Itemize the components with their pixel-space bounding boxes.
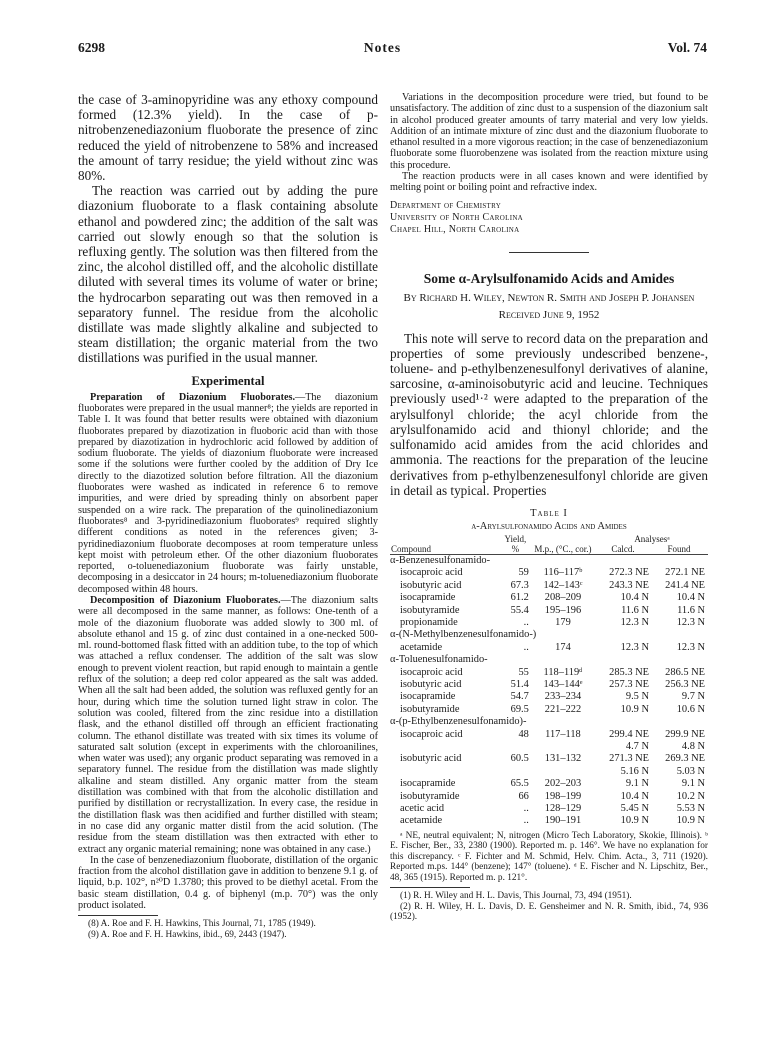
calcd-cell: 10.9 N (620, 703, 649, 715)
found-cell: 269.3 NE (665, 753, 705, 765)
table-row (390, 791, 708, 803)
found-cell: 241.4 NE (665, 579, 705, 591)
table-row (390, 605, 708, 617)
compound-cell: isobutyramide (400, 790, 460, 802)
section-divider (509, 252, 589, 253)
compound-cell: isobutyramide (400, 703, 460, 715)
compound-cell: isocapramide (400, 592, 456, 604)
table-row (390, 642, 708, 654)
found-cell: 286.5 NE (665, 666, 705, 678)
affiliation-line: University of North Carolina (390, 211, 524, 223)
table-row (390, 679, 708, 691)
data-table (390, 534, 708, 828)
found-cell: 299.9 NE (665, 728, 705, 740)
table-title: α-Arylsulfonamido Acids and Amides (471, 520, 627, 532)
volume-number: Vol. 74 (667, 40, 707, 55)
calcd-cell: 11.6 N (621, 604, 649, 616)
section-title: Notes (363, 40, 402, 55)
compound-cell (390, 766, 501, 778)
compound-cell: isobutyric acid (400, 753, 462, 765)
table-row (390, 555, 708, 567)
table-row (390, 617, 708, 629)
benzene-paragraph: In the case of benzenediazonium fluoborate, distillation of the organic fraction from the alcohol distillation gave in addition to benzene 9.1 g. of liquid, b.p. 102°, n²⁰D 1.3780; this proved to be diethyl acetal. From the basic steam distillation, 0.4 g. of biphenyl (m.p. 70°) was the only product isolated. (78, 854, 378, 912)
yield-cell (501, 766, 530, 778)
yield-cell: 60.5 (510, 753, 529, 765)
right-column (390, 92, 708, 923)
table-row (390, 667, 708, 679)
variations-paragraph: Variations in the decomposition procedure were tried, but found to be unsatisfactory. The addition of zinc dust to a suspension of the diazonium salt in alcohol produced greater amounts of tarry material and very low yields. Addition of an intimate mixture of zinc dust and the diazonium fluoborate to ethanol resulted in a more vigorous reaction; in the case of benzenediazonium fluoborate some fluorobenzene was isolated from the reaction mixture using this procedure. (390, 92, 708, 171)
yield-cell: 66 (518, 790, 529, 802)
compound-cell: α-(N-Methylbenzenesulfonamido-) (390, 629, 537, 641)
compound-cell: α-Benzenesulfonamido- (390, 554, 491, 566)
left-column (78, 92, 378, 940)
found-cell: 5.53 N (676, 803, 705, 815)
yield-cell: 51.4 (510, 678, 529, 690)
table-row (390, 803, 708, 815)
col-header-calcd: Calcd. (611, 543, 635, 554)
calcd-cell: 9.5 N (625, 691, 649, 703)
article-title: Some α-Arylsulfonamido Acids and Amides (423, 270, 675, 286)
yield-cell: .. (523, 641, 529, 653)
footnote-rule (78, 915, 158, 916)
calcd-cell: 5.16 N (620, 765, 649, 777)
compound-cell: isocaproic acid (400, 666, 463, 678)
decomposition-paragraph (78, 595, 378, 855)
intro-paragraph: This note will serve to record data on the preparation and properties of some previously undescribed benzene-, toluene- and p-ethylbenzenesulfonyl derivatives of alanine, sarcosine, α-aminoisobutyric acid and leucine. Techniques previously used¹·² were adapted to the preparation of the arylsulfonyl chloride; the acyl chloride from the arylsulfonamido acid and thionyl chloride; and the sulfonamido acid amides from the acid chlorides and ammonia. The reactions for the preparation of the leucine derivatives from p-ethylbenzenesulfonyl chloride are given in detail as typical. Properties (390, 330, 708, 498)
experimental-heading: Experimental (191, 373, 265, 388)
found-cell: 12.3 N (676, 641, 705, 653)
calcd-cell: 9.1 N (625, 778, 649, 790)
found-cell: 9.1 N (681, 778, 705, 790)
table-row (390, 629, 708, 641)
yield-cell: 59 (518, 567, 529, 579)
footnote: (9) A. Roe and F. H. Hawkins, ibid., 69, 2443 (1947). (88, 929, 287, 940)
yield-cell: .. (523, 616, 529, 628)
received-date: Received June 9, 1952 (498, 308, 600, 321)
found-cell: 256.3 NE (665, 678, 705, 690)
found-cell: 5.03 N (676, 765, 705, 777)
preparation-body: —The diazonium fluoborates were prepared in the usual manner⁸; the yields are reported in Table I. It was found that better results were obtained with diazonium fluoborates prepared by diazotization in fluoboric acid than with those prepared by diazotization in hydrochloric acid followed by addition of sodium fluoborate. The yields of diazonium fluoborate were increased some if the solutions were further cooled by the addition of Dry Ice directly to the diazotized solution before filtration. All the diazonium fluoborates were washed as indicated in reference 6 to remove impurities, and were dried by spreading thinly on absorbent paper suspended on a wire rack. The preparation of the quinolinediazonium fluoborates⁸ and 3-pyridinediazonium fluoborates⁹ required slightly different conditions as noted in the references given; 3-pyridinediazonium fluoborate decomposes at room temperature unless kept moist with petroleum ether. Of the other diazonium fluoborates reported, o-toluenediazonium fluoborate was fairly unstable, decomposing in a desiccator in 24 hours; m-toluenediazonium fluoborate decomposed within 48 hours. (78, 391, 378, 595)
footnote: (2) R. H. Wiley, H. L. Davis, D. E. Gensheimer and N. R. Smith, ibid., 74, 936 (1952). (390, 901, 708, 923)
calcd-cell: 4.7 N (625, 741, 649, 752)
mp-cell: 143–144ᵉ (543, 678, 583, 690)
calcd-cell: 12.3 N (620, 616, 649, 628)
compound-cell: α-Toluenesulfonamido- (390, 654, 488, 666)
calcd-cell: 271.3 NE (609, 753, 649, 765)
compound-cell: isobutyric acid (400, 678, 462, 690)
mp-cell: 233–234 (544, 691, 582, 703)
found-cell: 9.7 N (681, 691, 705, 703)
mp-cell (530, 766, 596, 778)
page-number: 6298 (78, 40, 105, 55)
preparation-paragraph (78, 392, 378, 595)
mp-cell: 131–132 (544, 753, 582, 765)
table-row (390, 654, 708, 666)
preparation-heading: Preparation of Diazonium Fluoborates. (90, 391, 295, 403)
table-row (390, 741, 708, 753)
mp-cell (530, 741, 596, 753)
table-row (390, 729, 708, 741)
found-cell: 10.4 N (676, 592, 705, 604)
yield-cell: 54.7 (510, 691, 529, 703)
compound-cell: α-(p-Ethylbenzenesulfonamido)- (390, 716, 527, 728)
yield-cell: 61.2 (510, 592, 529, 604)
compound-cell: propionamide (400, 616, 458, 628)
compound-cell: acetic acid (400, 803, 445, 815)
compound-cell: acetamide (400, 815, 443, 827)
yield-cell: 48 (518, 728, 529, 740)
table-row (390, 766, 708, 778)
mp-cell: 221–222 (544, 703, 582, 715)
table-row (390, 704, 708, 716)
affiliation (390, 200, 708, 236)
calcd-cell: 5.45 N (620, 803, 649, 815)
calcd-cell: 272.3 NE (609, 567, 649, 579)
col-header-compound: Compound (391, 543, 432, 554)
affiliation-line: Department of Chemistry (390, 199, 502, 211)
calcd-cell: 10.4 N (620, 592, 649, 604)
footnote-rule (390, 887, 470, 888)
yield-cell: .. (523, 815, 529, 827)
mp-cell: 202–203 (544, 778, 582, 790)
affiliation-line: Chapel Hill, North Carolina (390, 223, 520, 235)
found-cell: 10.6 N (676, 703, 705, 715)
mp-cell: 117–118 (545, 728, 581, 740)
compound-cell (390, 741, 501, 753)
table-footnote: ᵃ NE, neutral equivalent; N, nitrogen (Micro Tech Laboratory, Skokie, Illinois). ᵇ E. Fischer, Ber., 33, 2380 (1900). Reported m. p. 146°. We have no explanation for this discrepancy. ᶜ F. Fichter and M. Schmid, Helv. Chim. Acta., 3, 711 (1920). Reported m.ps. 144° (benzene); 147° (toluene). ᵈ E. Fischer and N. Lipschitz, Ber., 48, 365 (1915). Reported m. p. 121°. (390, 830, 708, 883)
compound-cell: isocaproic acid (400, 567, 463, 579)
calcd-cell: 257.3 NE (609, 678, 649, 690)
calcd-cell: 10.9 N (620, 815, 649, 827)
found-cell: 10.2 N (676, 790, 705, 802)
table-row (390, 580, 708, 592)
decomposition-body: —The diazonium salts were all decomposed in the same manner, as follows: One-tenth of a mole of the diazonium fluoborate was added slowly to 300 ml. of absolute ethanol and 15 g. of zinc dust contained in a one-necked 500-ml. round-bottomed flask fitted with an addition tube, to the top of which was attached a reflux condenser. The addition of the salt was slow enough to prevent violent reaction, but rapid enough to maintain a gentle reflux of the solution; a deep red color appeared as the salt was added. When all the salt had been added, the solution was refluxed gently for an hour, during which time the solution turned light straw in color. The solution was cooled, filtered from the zinc residue into a distillation flask, and the ethanol distilled off through an efficient fractionating column. The ethanol distillate was treated with six times its volume of saturated salt solution (except in experiments with the chloroanilines, when water was used); any organic product separating was removed in a separatory funnel. The residue from the distillation was made slightly alkaline and steam distilled. Any organic matter from the steam distillation was combined with that from the alcoholic distillation and purified by distillation or recrystallization. In every case, the residue in the distillation flask was then acidified and further distilled with steam; in no case did any organic matter distil from the acid solution. (The residue from the steam distillation was then extracted with ether to extract any organic material remaining; none was obtained in any case.) (78, 595, 378, 855)
col-header-analyses: Analysesᵃ (634, 533, 670, 544)
table-row (390, 815, 708, 827)
table-row (390, 778, 708, 790)
calcd-cell: 285.3 NE (609, 666, 649, 678)
col-header-mp: M.p., (°C., cor.) (534, 543, 592, 554)
yield-cell: 55 (518, 666, 529, 678)
found-cell: 12.3 N (676, 616, 705, 628)
footnote: (1) R. H. Wiley and H. L. Davis, This Journal, 73, 494 (1951). (400, 891, 632, 902)
compound-cell: isocapramide (400, 691, 456, 703)
found-cell: 272.1 NE (665, 567, 705, 579)
article-authors: By Richard H. Wiley, Newton R. Smith and Joseph P. Johansen (403, 291, 695, 304)
found-cell: 10.9 N (676, 815, 705, 827)
mp-cell: 142–143ᶜ (543, 579, 583, 591)
products-paragraph: The reaction products were in all cases known and were identified by melting point or boiling point and refractive index. (390, 171, 708, 194)
mp-cell: 195–196 (544, 604, 582, 616)
found-cell: 4.8 N (681, 741, 705, 752)
mp-cell: 190–191 (544, 815, 582, 827)
mp-cell: 118–119ᵈ (543, 666, 583, 678)
footnote: (8) A. Roe and F. H. Hawkins, This Journal, 71, 1785 (1949). (88, 919, 316, 930)
mp-cell: 198–199 (544, 790, 582, 802)
calcd-cell: 10.4 N (620, 790, 649, 802)
table-row (390, 716, 708, 728)
paragraph-procedure: The reaction was carried out by adding the pure diazonium fluoborate to a flask containing absolute ethanol and powdered zinc; the addition of the salt was carried out slowly enough so that the solution is refluxing gently. The solution was then filtered from the zinc, the alcohol distilled off, and the alcoholic distillate diluted with several times its volume of water or brine; the hydrocarbon separating out was then removed in a separatory funnel. The residue from the alcoholic distillate was made slightly alkaline and subjected to steam distillation; the organic material from the two distillations was purified in the usual manner. (78, 183, 378, 366)
decomposition-heading: Decomposition of Diazonium Fluoborates. (90, 595, 281, 606)
compound-cell: isocaproic acid (400, 728, 463, 740)
yield-cell: 67.3 (510, 579, 529, 591)
yield-cell (501, 741, 530, 753)
calcd-cell: 12.3 N (620, 641, 649, 653)
yield-cell: .. (523, 803, 529, 815)
calcd-cell: 243.3 NE (609, 579, 649, 591)
found-cell: 11.6 N (677, 604, 705, 616)
compound-cell: acetamide (400, 641, 443, 653)
yield-cell: 55.4 (510, 604, 529, 616)
col-header-found: Found (667, 543, 691, 554)
running-header (0, 40, 765, 60)
table-row (390, 753, 708, 765)
compound-cell: isobutyric acid (400, 579, 462, 591)
mp-cell: 208–209 (544, 592, 582, 604)
table-label: Table I (530, 507, 568, 519)
mp-cell: 116–117ᵇ (543, 567, 583, 579)
mp-cell: 128–129 (544, 803, 582, 815)
yield-cell: 69.5 (510, 703, 529, 715)
table-row (390, 567, 708, 579)
mp-cell: 179 (555, 616, 571, 628)
table-row (390, 691, 708, 703)
compound-cell: isobutyramide (400, 604, 460, 616)
paragraph-continuation: the case of 3-aminopyridine was any ethoxy compound formed (12.3% yield). In the case of p-nitrobenzenediazonium fluoborate the presence of zinc reduced the yield of nitrobenzene to 58% and increased the amount of tarry residue; the yield without zinc was 80%. (78, 92, 378, 184)
calcd-cell: 299.4 NE (609, 728, 649, 740)
compound-cell: isocapramide (400, 778, 456, 790)
table-row (390, 592, 708, 604)
col-header-yield: Yield, % (504, 533, 527, 554)
yield-cell: 65.5 (510, 778, 529, 790)
mp-cell: 174 (555, 641, 571, 653)
